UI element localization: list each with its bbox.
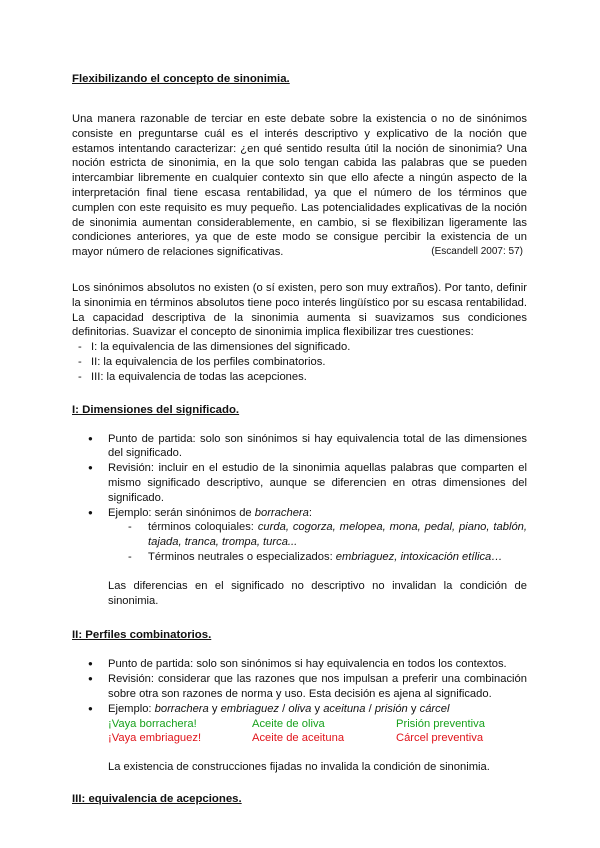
example-word: embriaguez bbox=[220, 702, 280, 715]
example-label: Ejemplo: bbox=[108, 702, 155, 715]
section2-list bbox=[72, 657, 527, 746]
quote-citation: (Escandell 2007: 57) bbox=[431, 246, 523, 258]
sub-item-label: términos coloquiales: bbox=[148, 521, 258, 534]
example-ok-2: Aceite de oliva bbox=[252, 717, 325, 730]
section1-bullet-3 bbox=[72, 506, 527, 565]
example-word: aceituna bbox=[323, 702, 366, 715]
example-word: oliva bbox=[288, 702, 312, 715]
example-ok-3: Prisión preventiva bbox=[396, 717, 485, 730]
section2-note: La existencia de construcciones fijadas no invalida la condición de sinonimia. bbox=[108, 761, 490, 774]
section3-heading: III: equivalencia de acepciones. bbox=[72, 792, 242, 805]
intro-item-1: - I: la equivalencia de las dimensiones del significado. bbox=[72, 340, 527, 355]
sub-item-neutral bbox=[128, 550, 527, 565]
sub-item-colloquial bbox=[128, 520, 527, 550]
example-ok-1: ¡Vaya borrachera! bbox=[108, 717, 197, 730]
section1-heading: I: Dimensiones del significado. bbox=[72, 403, 240, 416]
example-label: Ejemplo: serán sinónimos de bbox=[108, 506, 255, 519]
intro-paragraph: Los sinónimos absolutos no existen (o sí existen, pero son muy extraños). Por tanto, definir la sinonimia en términos absolutos tiene poco interés lingüístico por su escasa rentabilidad. La capacidad descriptiva de la sinonimia aumenta si suavizamos sus condiciones definitorias. Suavizar el concepto de sinonimia implica flexibilizar tres cuestiones: bbox=[72, 281, 527, 339]
quote-paragraph bbox=[72, 112, 527, 260]
section1-list bbox=[72, 432, 527, 565]
document-title: Flexibilizando el concepto de sinonimia. bbox=[72, 73, 290, 85]
intro-item-2: - II: la equivalencia de los perfiles combinatorios. bbox=[72, 355, 527, 370]
example-bad-2: Aceite de aceituna bbox=[252, 732, 345, 745]
intro-item-3: - III: la equivalencia de todas las acepciones. bbox=[72, 370, 527, 385]
section1-note: Las diferencias en el significado no descriptivo no invalidan la condición de sinonimia. bbox=[108, 579, 527, 607]
document-page bbox=[72, 72, 527, 807]
connector: y bbox=[311, 702, 324, 715]
section2-bullet-3 bbox=[72, 702, 527, 746]
section1-bullet-1: ● Punto de partida: solo son sinónimos si hay equivalencia total de las dimensiones del significado. bbox=[72, 432, 527, 462]
example-bad-1: ¡Vaya embriaguez! bbox=[108, 732, 202, 745]
section2-bullet-2: ● Revisión: considerar que las razones que nos impulsan a preferir una combinación sobre otra son razones de norma y uso. Esta decisión es ajena al significado. bbox=[72, 672, 527, 702]
example-word: borrachera bbox=[154, 702, 209, 715]
quote-text: Una manera razonable de terciar en este debate sobre la existencia o no de sinónimos consiste en preguntarse cuál es el interés descriptivo y explicativo de la noción que estamos intentando caracterizar: ¿en qué sentido resulta útil la noción de sinonimia? Una noción estricta de sinonimia, en la que solo tengan cabida las palabras que se pueden intercambiar libremente en cualquier contexto sin que ello afecte a ningún aspecto de la interpretación final tiene escasa rentabilidad, ya que el número de los términos que cumplen con este requisito es muy pequeño. Las potencialidades explicativas de la noción de sinonimia aumentan considerablemente, en cambio, si se flexibilizan ligeramente las condiciones anteriores, ya que de este modo se consigue percibir la existencia de un mayor número de relaciones significativas. bbox=[72, 113, 527, 259]
section2-bullet-1: ● Punto de partida: solo son sinónimos si hay equivalencia en todos los contextos. bbox=[72, 657, 527, 672]
examples-grid bbox=[108, 717, 527, 747]
section2-heading: II: Perfiles combinatorios. bbox=[72, 629, 212, 642]
section1-bullet-2: ● Revisión: incluir en el estudio de la sinonimia aquellas palabras que comparten el mismo significado descriptivo, aunque se diferencien en otras dimensiones del significado. bbox=[72, 461, 527, 505]
sub-item-words: curda, cogorza, melopea, mona, pedal, piano, tablón, tajada, tranca, trompa, turca... bbox=[148, 521, 528, 549]
example-word: cárcel bbox=[419, 702, 450, 715]
intro-list bbox=[72, 340, 527, 384]
example-colon: : bbox=[308, 506, 312, 519]
sub-item-words: embriaguez, intoxicación etílica… bbox=[335, 550, 503, 563]
separator: / bbox=[279, 702, 289, 715]
example-word: prisión bbox=[374, 702, 408, 715]
sub-item-label: Términos neutrales o especializados: bbox=[148, 550, 336, 563]
connector: y bbox=[208, 702, 221, 715]
separator: / bbox=[365, 702, 375, 715]
section1-sublist bbox=[108, 520, 527, 564]
example-bad-3: Cárcel preventiva bbox=[396, 732, 484, 745]
connector: y bbox=[407, 702, 420, 715]
example-word: borrachera bbox=[254, 506, 309, 519]
